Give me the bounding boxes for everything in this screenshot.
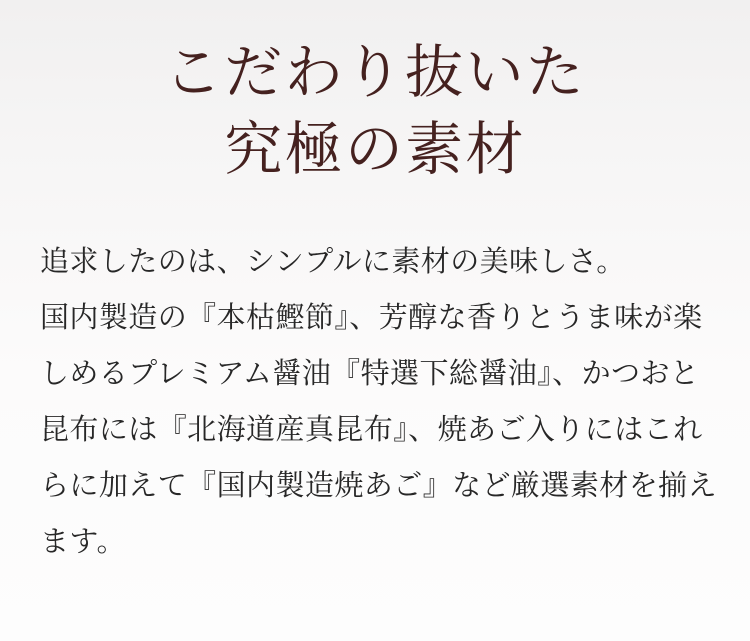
- section-heading: [0, 0, 750, 188]
- description-line-5: らに加えて『国内製造焼あご』など厳選素材を揃え: [40, 468, 718, 502]
- description-line-3: しめるプレミアム醤油『特選下総醤油』、かつおと: [40, 356, 700, 390]
- description-line-4: 昆布には『北海道産真昆布』、焼あご入りにはこれ: [40, 412, 703, 446]
- ingredients-description: [40, 233, 718, 569]
- heading-line-2: 究極の素材: [224, 115, 526, 183]
- description-line-2: 国内製造の『本枯鰹節』、芳醇な香りとうま味が楽: [40, 300, 703, 334]
- description-line-1: 追求したのは、シンプルに素材の美味しさ。: [40, 244, 626, 278]
- heading-line-1: こだわり抜いた: [163, 38, 587, 106]
- description-line-6: ます。: [40, 524, 126, 558]
